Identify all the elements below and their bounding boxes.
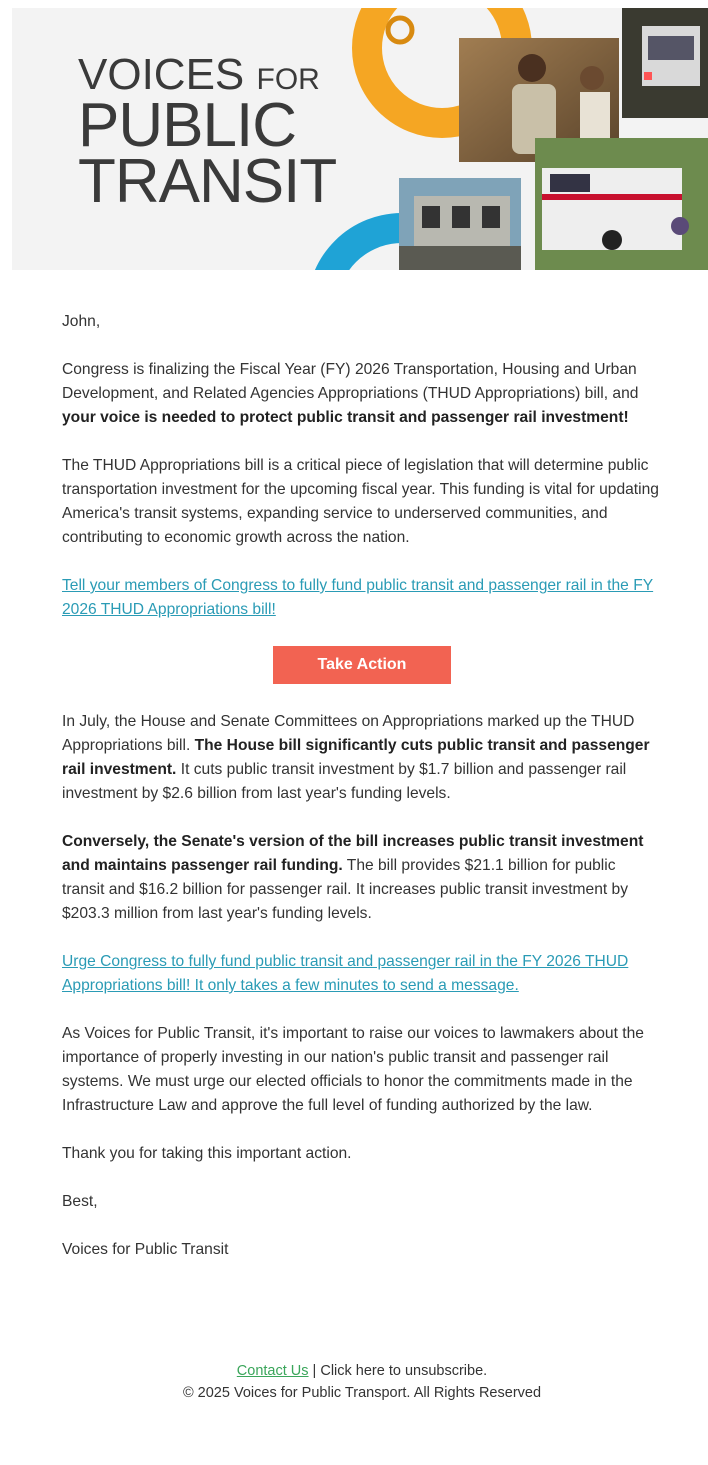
voices-for-public-transit-logo — [78, 50, 337, 216]
intro-paragraph — [62, 358, 662, 430]
house-text-1: In July, the House and Senate Committees on Appropriations marked up the THUD Appropriations bill. — [62, 713, 635, 754]
senate-text: The bill provides $21.1 billion for public transit and $16.2 billion for passenger rail. It increases public transit investment by $203.3 million from last year's funding levels. — [62, 857, 628, 922]
urge-link-paragraph — [62, 950, 662, 998]
intro-bold: your voice is needed to protect public transit and passenger rail investment! — [62, 409, 629, 426]
intro-text: Congress is finalizing the Fiscal Year (FY) 2026 Transportation, Housing and Urban Development, and Related Agencies Appropriations (THUD Appropriations) bill, and — [62, 361, 639, 402]
greeting: John, — [62, 313, 101, 330]
senate-bold: Conversely, the Senate's version of the bill increases public transit investment and maintains passenger rail funding. — [62, 833, 644, 874]
footer-links — [0, 1360, 708, 1382]
header-banner — [12, 8, 708, 270]
copyright: © 2025 Voices for Public Transport. All Rights Reserved — [182, 1385, 542, 1401]
house-text-2: It cuts public transit investment by $1.7 billion and passenger rail investment by $2.6 billion from last year's funding levels. — [62, 761, 627, 802]
photo-train — [399, 178, 521, 270]
tell-congress-link[interactable]: Tell your members of Congress to fully fund public transit and passenger rail in the FY 2026 THUD Appropriations bill! — [62, 577, 654, 618]
urge-congress-link[interactable]: Urge Congress to fully fund public transit and passenger rail in the FY 2026 THUD Appropriations bill! It only takes a few minutes to send a message. — [62, 953, 629, 994]
cta-wrapper — [62, 646, 662, 684]
signature: Voices for Public Transit — [62, 1241, 229, 1258]
unsubscribe-text[interactable]: | Click here to unsubscribe. — [308, 1363, 488, 1379]
action-link-paragraph — [62, 574, 662, 622]
email-footer — [0, 1360, 708, 1404]
photo-accessible-bus — [535, 138, 708, 270]
closing: Best, — [62, 1193, 98, 1210]
importance-paragraph: As Voices for Public Transit, it's important to raise our voices to lawmakers about the importance of properly investing in our nation's public transit and passenger rail systems. We must urge our elected officials to honor the commitments made in the Infrastructure Law and approve the full level of funding authorized by the law. — [62, 1025, 644, 1114]
yellow-ring-shape — [388, 18, 412, 42]
logo-word-for: FOR — [256, 63, 320, 96]
email-body — [62, 310, 662, 1286]
thanks-paragraph: Thank you for taking this important action. — [62, 1145, 352, 1162]
contact-us-link[interactable]: Contact Us — [236, 1363, 309, 1379]
house-paragraph — [62, 710, 662, 806]
house-bold: The House bill significantly cuts public transit and passenger rail investment. — [62, 737, 650, 778]
photo-bus-street — [622, 8, 708, 118]
logo-word-transit: TRANSIT — [78, 147, 337, 216]
thud-paragraph: The THUD Appropriations bill is a critical piece of legislation that will determine public transportation investment for the upcoming fiscal year. This funding is vital for updating America's transit systems, expanding service to underserved communities, and contributing to economic growth across the nation. — [62, 457, 659, 546]
logo-word-voices: VOICES — [78, 50, 245, 99]
senate-paragraph — [62, 830, 662, 926]
logo-word-public: PUBLIC — [78, 91, 296, 160]
take-action-button[interactable]: Take Action — [273, 646, 451, 684]
